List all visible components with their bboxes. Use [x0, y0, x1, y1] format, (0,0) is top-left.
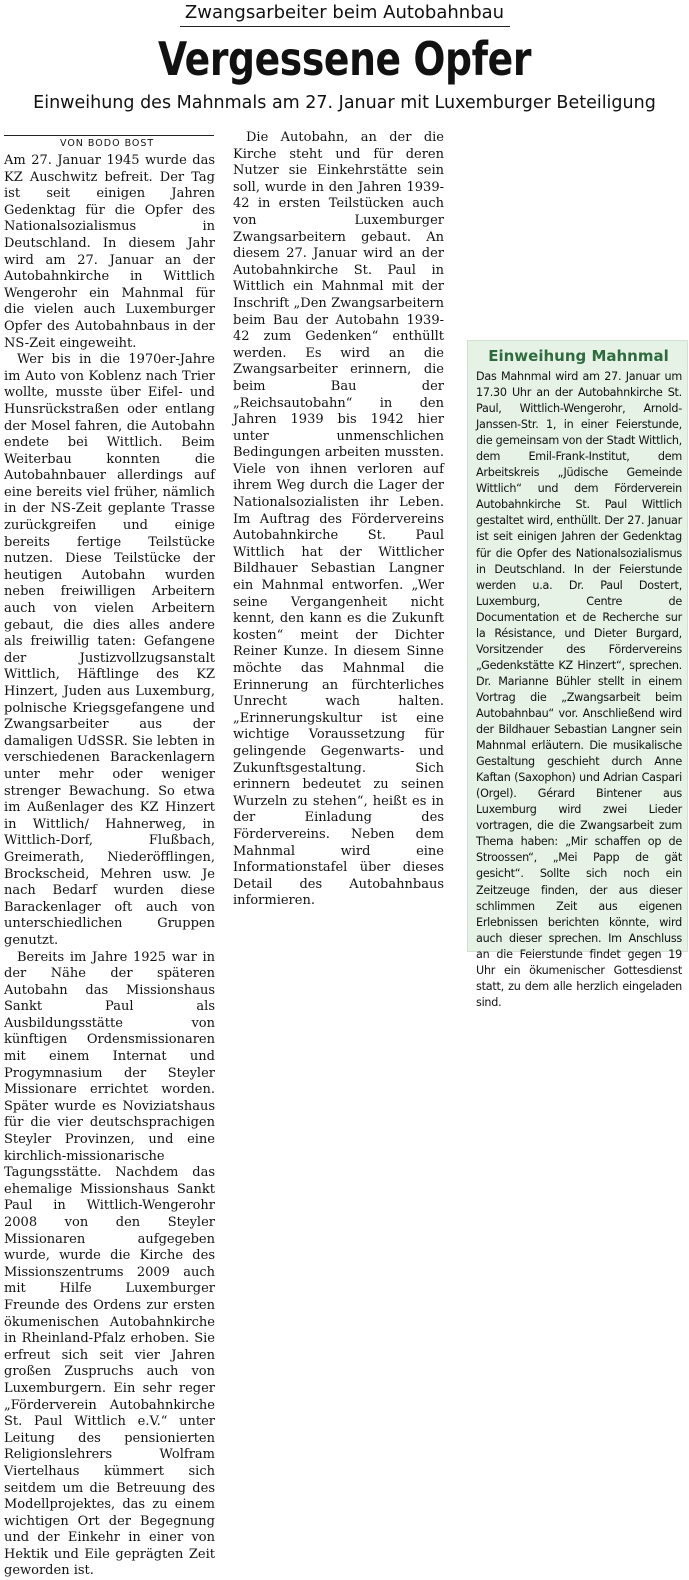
kicker-divider: [180, 26, 510, 27]
subheadline: Einweihung des Mahnmals am 27. Januar mit Luxemburger Beteiligung: [0, 92, 689, 114]
headline: Vergessene Opfer: [62, 34, 627, 84]
article-paragraph: Am 27. Januar 1945 wurde das KZ Auschwitz befreit. Der Tag ist seit einigen Jahren Gedenktag für die Opfer des Nationalsozialismus in Deutschland. In diesem Jahr wird am 27. Januar an der Autobahnkirche in Wittlich Wengerohr ein Mahnmal für die vielen auch Luxemburger Opfer des Autobahnbaus in der NS-Zeit eingeweiht.: [4, 153, 215, 352]
kicker: Zwangsarbeiter beim Autobahnbau: [0, 2, 689, 24]
article-column-1: [4, 153, 215, 1580]
article-paragraph: Wer bis in die 1970er-Jahre im Auto von Koblenz nach Trier wollte, musste über Eifel- und Hunsrückstraßen oder entlang der Mosel fahren, die Autobahn endete bei Wittlich. Beim Weiterbau konnten die Autobahnbauer allerdings auf eine bereits viel früher, nämlich in der NS-Zeit geplante Trasse zurückgreifen und einige bereits fertige Teilstücke nutzen. Diese Teilstücke der heutigen Autobahn wurden neben freiwilligen Arbeitern auch von vielen Arbeitern gebaut, die dies alles andere als freiwillig taten: Gefangene der Justizvollzugsanstalt Wittlich, Häftlinge des KZ Hinzert, Juden aus Luxemburg, polnische Kriegsgefangene und Zwangsarbeiter aus der damaligen UdSSR. Sie lebten in verschiedenen Barackenlagern unter mehr oder weniger strenger Bewachung. So etwa im Außenlager des KZ Hinzert in Wittlich/ Hahnerweg, in Wittlich-Dorf, Flußbach, Greimerath, Niederöfflingen, Brockscheid, Mehren usw. Je nach Bedarf wurden diese Barackenlager oft auch von unterschiedlichen Gruppen genutzt.: [4, 352, 215, 949]
article-column-2: [233, 130, 444, 910]
info-box: [467, 340, 688, 952]
info-box-text: Das Mahnmal wird am 27. Januar um 17.30 Uhr an der Autobahnkirche St. Paul, Wittlich-Wengerohr, Arnold-Janssen-Str. 1, in einer Feierstunde, die gemeinsam von der Stadt Wittlich, dem Emil-Frank-Institut, dem Arbeitskreis „Jüdische Gemeinde Wittlich“ und dem Förderverein Autobahnkirche St. Paul Wittlich gestaltet wird, enthüllt. Der 27. Januar ist seit einigen Jahren der Gedenktag für die Opfer des Nationalsozialismus in Deutschland. In der Feierstunde werden u.a. Dr. Paul Dostert, Luxemburg, Centre de Documentation et de Recherche sur la Résistance, und Dieter Burgard, Vorsitzender des Fördervereins „Gedenkstätte KZ Hinzert“, sprechen. Dr. Marianne Bühler stellt in einem Vortrag die „Zwangsarbeit beim Autobahnbau“ vor. Anschließend wird der Bildhauer Sebastian Langner sein Mahnmal erläutern. Die musikalische Gestaltung geschieht durch Anne Kaftan (Saxophon) und Adrian Caspari (Orgel). Gérard Bintener aus Luxemburg wird zwei Lieder vortragen, die die Zwangsarbeit zum Thema haben: „Mir schaffen op de Stroossen“, „Mei Papp de gät gesicht“. Sollte sich noch ein Zeitzeuge finden, der aus dieser schlimmen Zeit aus eigenen Erlebnissen berichten könnte, wird auch dieser sprechen. Im Anschluss an die Feierstunde findet gegen 19 Uhr ein ökumenischer Gottesdienst statt, zu dem alle herzlich eingeladen sind.: [476, 369, 682, 1011]
byline: VON BODO BOST: [4, 135, 214, 149]
info-box-title: Einweihung Mahnmal: [468, 347, 689, 365]
article-paragraph: Die Autobahn, an der die Kirche steht und für deren Nutzer sie Einkehrstätte sein soll, wurde in den Jahren 1939-42 in ersten Teilstücken auch von Luxemburger Zwangsarbeitern gebaut. An diesem 27. Januar wird an der Autobahnkirche St. Paul in Wittlich ein Mahnmal mit der Inschrift „Den Zwangsarbeitern beim Bau der Autobahn 1939-42 zum Gedenken“ enthüllt werden. Es wird an die Zwangsarbeiter erinnern, die beim Bau der „Reichsautobahn“ in den Jahren 1939 bis 1942 hier unter unmenschlichen Bedingungen arbeiten mussten. Viele von ihnen verloren auf ihrem Weg durch die Lager der Nationalsozialisten ihr Leben. Im Auftrag des Fördervereins Autobahnkirche St. Paul Wittlich hat der Wittlicher Bildhauer Sebastian Langner ein Mahnmal entworfen. „Wer seine Vergangenheit nicht kennt, den kann es die Zukunft kosten“ meint der Dichter Reiner Kunze. In diesem Sinne möchte das Mahnmal die Erinnerung an fürchterliches Unrecht wach halten. „Erinnerungskultur ist eine wichtige Voraussetzung für gelingende Gegenwarts- und Zukunftsgestaltung. Sich erinnern bedeutet zu seinen Wurzeln zu stehen“, heißt es in der Einladung des Fördervereins. Neben dem Mahnmal wird eine Informationstafel über dieses Detail des Autobahnbaus informieren.: [233, 130, 444, 910]
article-paragraph: Bereits im Jahre 1925 war in der Nähe der späteren Autobahn das Missionshaus Sankt Paul als Ausbildungsstätte von künftigen Ordensmissionaren mit einem Internat und Progymnasium der Steyler Missionare errichtet worden. Später wurde es Noviziatshaus für die vier deutschsprachigen Steyler Provinzen, und eine kirchlich-missionarische Tagungsstätte. Nachdem das ehemalige Missionshaus Sankt Paul in Wittlich-Wengerohr 2008 von den Steyler Missionaren aufgegeben wurde, wurde die Kirche des Missionszentrums 2009 auch mit Hilfe Luxemburger Freunde des Ordens zur ersten ökumenischen Autobahnkirche in Rheinland-Pfalz erhoben. Sie erfreut sich seit vier Jahren großen Zuspruchs auch von Luxemburgern. Ein sehr reger „Förderverein Autobahnkirche St. Paul Wittlich e.V.“ unter Leitung des pensionierten Religionslehrers Wolfram Viertelhaus kümmert sich seitdem um die Betreuung des Modellprojektes, das zu einem wichtigen Ort der Begegnung und der Einkehr in einer von Hektik und Eile geprägten Zeit geworden ist.: [4, 950, 215, 1580]
